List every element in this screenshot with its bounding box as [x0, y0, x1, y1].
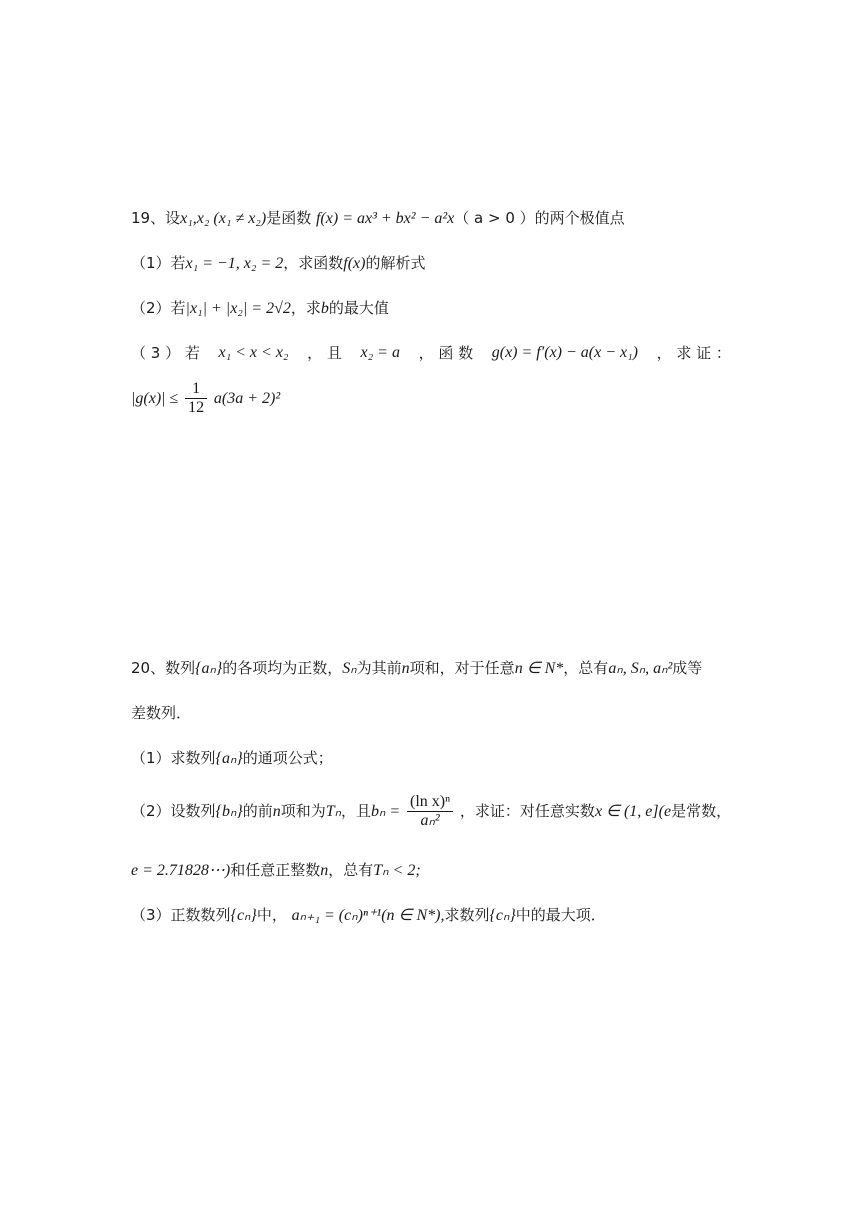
math-expr: x₁ < x < x₂: [218, 344, 289, 361]
part-label: （3）正数数列: [131, 906, 231, 924]
fraction-denominator: aₙ²: [420, 812, 440, 829]
text: 求数列: [444, 906, 490, 924]
q19-part3: [131, 343, 731, 363]
math-expr: Tₙ < 2;: [373, 862, 421, 879]
math-expr: n: [401, 660, 410, 677]
fraction: [407, 793, 453, 830]
text: 为其前: [356, 659, 402, 677]
part-label: （2）设数列: [131, 802, 216, 820]
math-expr: bₙ =: [371, 803, 401, 820]
fraction-denominator: 12: [188, 399, 205, 416]
text: 项和为: [280, 802, 326, 820]
text: 成等: [672, 659, 703, 677]
math-expr: e = 2.71828⋯): [131, 862, 231, 879]
fraction: [185, 380, 207, 417]
math-expr: n ∈ N*: [514, 660, 564, 677]
q20-title-cont: [131, 703, 191, 723]
math-expr: {aₙ}: [195, 660, 223, 677]
math-expr: |g(x)| ≤: [131, 390, 179, 407]
text: ，总有: [563, 659, 609, 677]
part-label: （1）若: [131, 254, 186, 272]
fraction-numerator: 1: [185, 380, 207, 399]
text: ， 函 数: [418, 344, 474, 362]
math-expr: b: [320, 300, 329, 317]
part-label: （2）若: [131, 299, 186, 317]
q20-part2: [131, 790, 731, 833]
text: ，总有: [328, 861, 374, 879]
text: ， 且: [307, 344, 342, 362]
text: 中，: [256, 906, 287, 924]
text: 差数列．: [131, 704, 192, 722]
math-expr: {aₙ}: [215, 750, 243, 767]
math-expr: aₙ₊₁ = (cₙ)ⁿ⁺¹(n ∈ N*),: [291, 907, 445, 924]
math-expr: {bₙ}: [215, 803, 243, 820]
text: 是函数: [266, 209, 312, 227]
math-expr: Tₙ: [325, 803, 342, 820]
q19-title: [131, 208, 625, 229]
math-expr: f(x): [343, 255, 366, 272]
text: 的各项均为正数，: [222, 659, 343, 677]
text: 中的最大项．: [515, 906, 606, 924]
q20-number: 20、数列: [131, 659, 196, 677]
math-expr: g(x) = f′(x) − a(x − x₁): [491, 344, 639, 361]
math-expr: a(3a + 2)²: [213, 390, 281, 407]
text: 的最大值: [328, 299, 389, 317]
math-expr: x₂ = a: [360, 344, 400, 361]
q20-part3: [131, 905, 606, 926]
math-expr: {cₙ}: [489, 907, 516, 924]
text: 的通项公式；: [242, 749, 333, 767]
fraction-numerator: (ln x)ⁿ: [407, 793, 453, 812]
text: ，求: [290, 299, 321, 317]
text: 和任意正整数: [230, 861, 321, 879]
q19-number: 19、设: [131, 209, 181, 227]
text: 项和，对于任意: [409, 659, 515, 677]
text: ，求函数: [283, 254, 344, 272]
text: ，求证：对任意实数: [459, 802, 595, 820]
q20-part1: [131, 748, 333, 769]
q20-part2-cont: [131, 860, 421, 881]
math-expr: n: [272, 803, 281, 820]
q19-part1: [131, 253, 426, 274]
math-expr: f(x) = ax³ + bx² − a²x: [315, 210, 455, 227]
text: ，且: [341, 802, 372, 820]
text: ， 求 证 ：: [656, 344, 731, 362]
math-expr: Sₙ: [342, 660, 357, 677]
part-label: （ 3 ） 若: [131, 344, 200, 362]
text: 的前: [242, 802, 273, 820]
q20-title: [131, 658, 702, 679]
math-expr: x ∈ (1, e](e: [594, 803, 672, 820]
math-expr: |x₁| + |x₂| = 2√2: [185, 300, 291, 317]
q19-inequality: [131, 378, 280, 419]
math-expr: {cₙ}: [230, 907, 257, 924]
q19-part2: [131, 298, 389, 319]
math-expr: aₙ, Sₙ, aₙ²: [608, 660, 673, 677]
math-expr: x₁,x₂ (x₁ ≠ x₂): [180, 210, 267, 227]
math-expr: n: [320, 862, 329, 879]
text: （ a > 0 ）: [454, 209, 535, 227]
part-label: （1）求数列: [131, 749, 216, 767]
text: 的两个极值点: [534, 209, 625, 227]
text: 是常数，: [671, 802, 732, 820]
math-expr: x₁ = −1, x₂ = 2: [185, 255, 284, 272]
text: 的解析式: [365, 254, 426, 272]
